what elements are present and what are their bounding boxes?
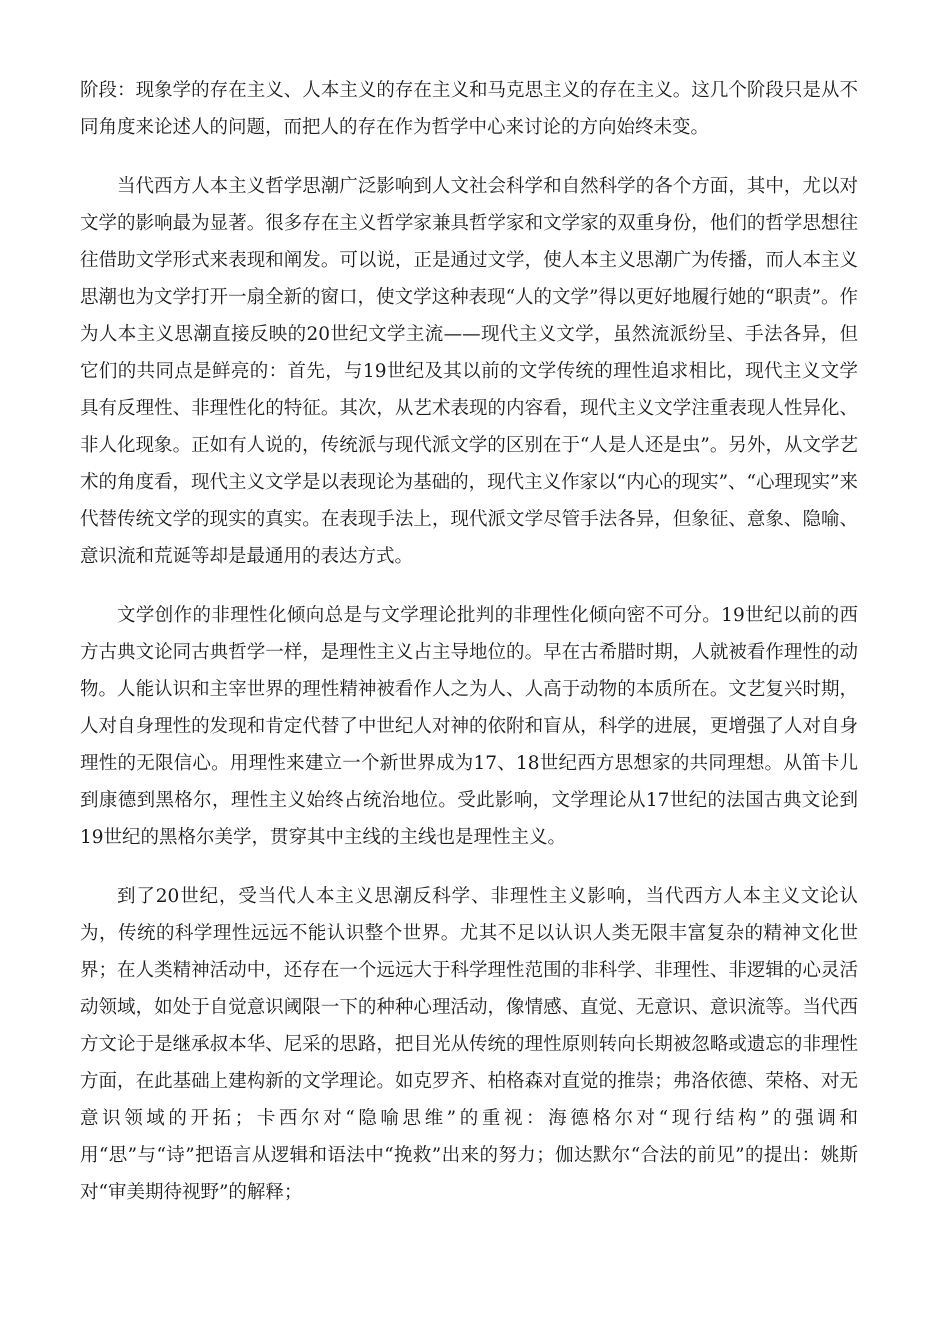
paragraph-2: 当代西方人本主义哲学思潮广泛影响到人文社会科学和自然科学的各个方面，其中，尤以对文学的影响最为显著。很多存在主义哲学家兼具哲学家和文学家的双重身份，他们的哲学思想往往借助文学形式来表现和阐发。可以说，正是通过文学，使人本主义思潮广为传播，而人本主义思潮也为文学打开一扇全新的窗口，使文学这种表现“人的文学”得以更好地履行她的“职责”。作为人本主义思潮直接反映的20世纪文学主流——现代主义文学，虽然流派纷呈、手法各异，但它们的共同点是鲜亮的：首先，与19世纪及其以前的文学传统的理性追求相比，现代主义文学具有反理性、非理性化的特征。其次，从艺术表现的内容看，现代主义文学注重表现人性异化、非人化现象。正如有人说的，传统派与现代派文学的区别在于“人是人还是虫”。另外，从文学艺术的角度看，现代主义文学是以表现论为基础的，现代主义作家以“内心的现实”、“心理现实”来代替传统文学的现实的真实。在表现手法上，现代派文学尽管手法各异，但象征、意象、隐喻、意识流和荒诞等却是最通用的表达方式。: [80, 176, 858, 567]
paragraph-1: 阶段：现象学的存在主义、人本主义的存在主义和马克思主义的存在主义。这几个阶段只是从不同角度来论述人的问题，而把人的存在作为哲学中心来讨论的方向始终未变。: [80, 80, 858, 138]
paragraph-3: 文学创作的非理性化倾向总是与文学理论批判的非理性化倾向密不可分。19世纪以前的西方古典文论同古典哲学一样，是理性主义占主导地位的。早在古希腊时期，人就被看作理性的动物。人能认识和主宰世界的理性精神被看作人之为人、人高于动物的本质所在。文艺复兴时期，人对自身理性的发现和肯定代替了中世纪人对神的依附和盲从，科学的进展，更增强了人对自身理性的无限信心。用理性来建立一个新世界成为17、18世纪西方思想家的共同理想。从笛卡儿到康德到黑格尔，理性主义始终占统治地位。受此影响，文学理论从17世纪的法国古典文论到19世纪的黑格尔美学，贯穿其中主线的主线也是理性主义。: [80, 605, 858, 848]
document-page: [80, 72, 858, 1233]
paragraph-4: 到了20世纪，受当代人本主义思潮反科学、非理性主义影响，当代西方人本主义文论认为，传统的科学理性远远不能认识整个世界。尤其不足以认识人类无限丰富复杂的精神文化世界；在人类精神活动中，还存在一个远远大于科学理性范围的非科学、非理性、非逻辑的心灵活动领域，如处于自觉意识阈限一下的种种心理活动，像情感、直觉、无意识、意识流等。当代西方文论于是继承叔本华、尼采的思路，把目光从传统的理性原则转向长期被忽略或遗忘的非理性方面，在此基础上建构新的文学理论。如克罗齐、柏格森对直觉的推崇；弗洛依德、荣格、对无意识领域的开拓；卡西尔对“隐喻思维”的重视：海德格尔对“现行结构”的强调和用“思”与“诗”把语言从逻辑和语法中“挽救”出来的努力；伽达默尔“合法的前见”的提出：姚斯对“审美期待视野”的解释；: [80, 886, 858, 1203]
